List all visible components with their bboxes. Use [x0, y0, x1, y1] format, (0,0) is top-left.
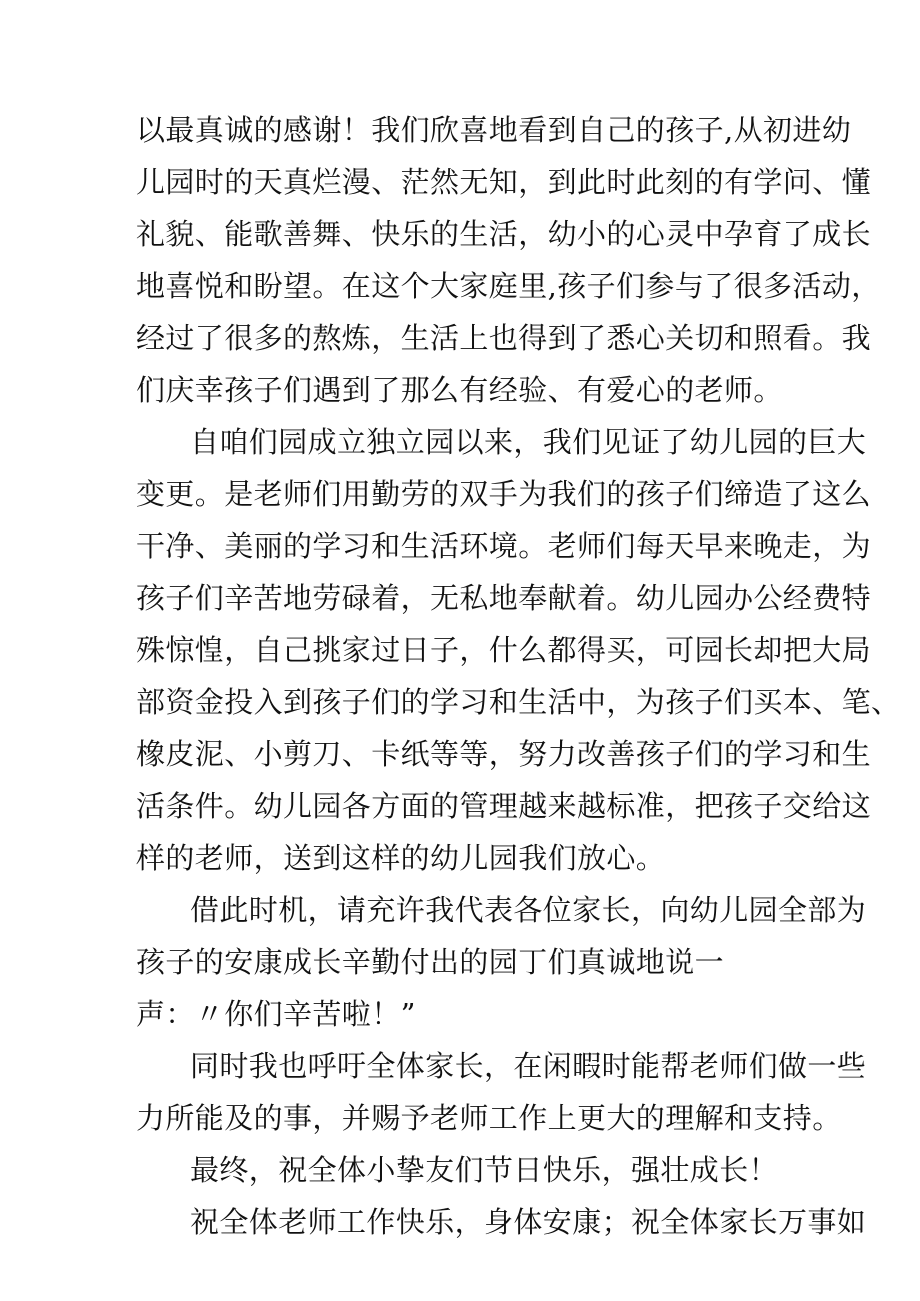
- text-line: 礼貌、能歌善舞、快乐的生活，幼小的心灵中孕育了成长: [136, 217, 872, 251]
- text-line: 橡皮泥、小剪刀、卡纸等等，努力改善孩子们的学习和生: [136, 737, 872, 771]
- text-line: 们庆幸孩子们遇到了那么有经验、有爱心的老师。: [136, 373, 783, 407]
- text-line: 力所能及的事，并赐予老师工作上更大的理解和支持。: [136, 1101, 842, 1135]
- paragraph-first-line: 祝全体老师工作快乐，身体安康；祝全体家长万事如: [190, 1205, 867, 1239]
- text-line: 声：〃你们辛苦啦！”: [136, 997, 416, 1031]
- text-line: 样的老师，送到这样的幼儿园我们放心。: [136, 841, 666, 875]
- text-line: 殊惊惶，自己挑家过日子，什么都得买，可园长却把大局: [136, 633, 872, 667]
- text-line: 变更。是老师们用勤劳的双手为我们的孩子们缔造了这么: [136, 477, 872, 511]
- text-line: 儿园时的天真烂漫、茫然无知，到此时此刻的有学问、懂: [136, 165, 872, 199]
- text-line: 地喜悦和盼望。在这个大家庭里,孩子们参与了很多活动，: [136, 269, 881, 303]
- text-line: 以最真诚的感谢！我们欣喜地看到自己的孩子,从初进幼: [136, 113, 852, 147]
- text-line: 干净、美丽的学习和生活环境。老师们每天早来晚走，为: [136, 529, 872, 563]
- paragraph-first-line: 同时我也呼吁全体家长，在闲暇时能帮老师们做一些: [190, 1049, 867, 1083]
- paragraph-first-line: 最终，祝全体小挚友们节日快乐，强壮成长！: [190, 1153, 779, 1187]
- text-line: 孩子们辛苦地劳碌着，无私地奉献着。幼儿园办公经费特: [136, 581, 872, 615]
- text-line: 孩子的安康成长辛勤付出的园丁们真诚地说一: [136, 945, 725, 979]
- text-line: 经过了很多的熬炼，生活上也得到了悉心关切和照看。我: [136, 321, 872, 355]
- paragraph-first-line: 借此时机，请充许我代表各位家长，向幼儿园全部为: [190, 893, 867, 927]
- text-line: 活条件。幼儿园各方面的管理越来越标准，把孩子交给这: [136, 789, 872, 823]
- text-line: 部资金投入到孩子们的学习和生活中，为孩子们买本、笔、: [136, 685, 901, 719]
- paragraph-first-line: 自咱们园成立独立园以来，我们见证了幼儿园的巨大: [190, 425, 867, 459]
